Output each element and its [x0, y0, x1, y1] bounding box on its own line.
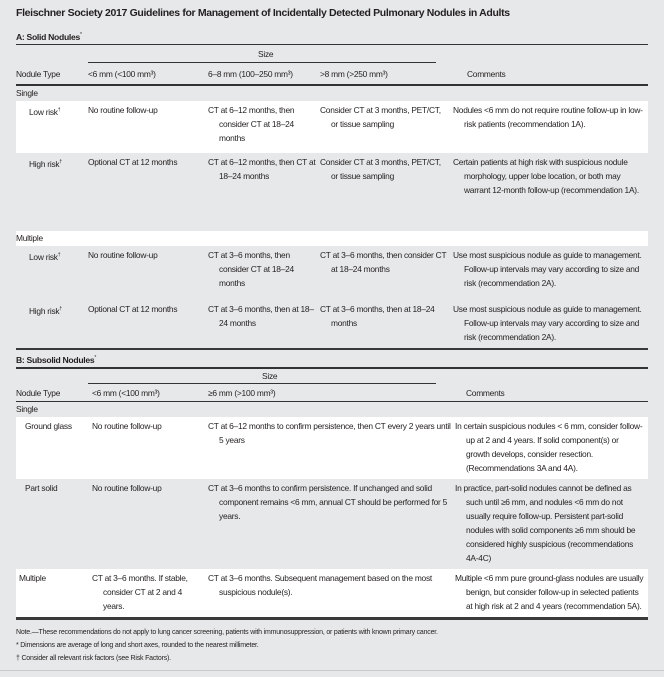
footnote-dimensions: * Dimensions are average of long and short axes, rounded to the nearest millimeter.: [16, 641, 259, 649]
note: Note.—These recommendations do not apply to lung cancer screening, patients with immunosuppression, or patients with known primary cancer.: [16, 628, 438, 636]
col-header-comments: Comments: [467, 69, 506, 80]
section-b-heading: B: Subsolid Nodules*: [16, 355, 96, 366]
cell-small: Optional CT at 12 months: [88, 156, 178, 167]
nodule-type: Part solid: [25, 483, 58, 494]
nodule-type: Low risk†: [29, 251, 61, 262]
cell-large: CT at 3–6 months. Subsequent management based on the most suspicious nodule(s).: [208, 573, 432, 598]
header-row: [16, 64, 648, 84]
cell-small: No routine follow-up: [88, 104, 158, 115]
cell-comments: In certain suspicious nodules < 6 mm, consider follow-up at 2 and 4 years. If solid component(s) or growth develops, consider resection. (Recommendations 3A and 4A).: [455, 421, 643, 474]
table-row: [16, 479, 648, 569]
cell-small: No routine follow-up: [88, 249, 158, 260]
cell-large: CT at 3–6 months to confirm persistence. If unchanged and solid component remains <6 mm, annual CT should be performed for 5 years.: [208, 483, 448, 522]
footnote-risk: † Consider all relevant risk factors (see Risk Factors).: [16, 654, 171, 662]
cell-large: CT at 3–6 months, then consider CT at 18–24 months: [320, 249, 447, 274]
divider: [88, 62, 436, 63]
cell-small: No routine follow-up: [92, 483, 162, 494]
col-header-small: <6 mm (<100 mm³): [92, 387, 160, 398]
cell-medium: CT at 6–12 months, then consider CT at 18–24 months: [208, 104, 295, 143]
col-header-large: >8 mm (>250 mm³): [320, 69, 388, 80]
col-header-type: Nodule Type: [16, 69, 61, 80]
col-header-small: <6 mm (<100 mm³): [88, 69, 156, 80]
header-row: [16, 385, 648, 401]
cell-comments: Multiple <6 mm pure ground-glass nodules are usually benign, but consider follow-up in selected patients at high risk at 2 and 4 years (recommendation 5A).: [455, 573, 644, 612]
cell-large: CT at 3–6 months, then at 18–24 months: [320, 303, 435, 328]
nodule-type: High risk†: [29, 305, 62, 316]
divider: [0, 670, 664, 671]
cell-medium: CT at 6–12 months, then CT at 18–24 months: [208, 156, 316, 181]
nodule-type: Low risk†: [29, 106, 61, 117]
cell-comments: Certain patients at high risk with suspicious nodule morphology, upper lobe location, or both may warrant 12-month follow-up (recommendation 1A).: [453, 156, 639, 195]
divider: [88, 383, 436, 384]
table-row: [16, 153, 648, 231]
nodule-type: High risk†: [29, 158, 62, 169]
col-header-type: Nodule Type: [16, 387, 61, 398]
cell-comments: In practice, part-solid nodules cannot be defined as such until ≥6 mm, and nodules <6 mm do not usually require follow-up. Persistent part-solid nodules with solid components ≥6 mm should be considered highly suspicious (recommendations 4A-4C): [455, 483, 636, 564]
group-single: Single: [16, 404, 38, 415]
cell-large: Consider CT at 3 months, PET/CT, or tissue sampling: [320, 104, 441, 129]
cell-comments: Use most suspicious nodule as guide to management. Follow-up intervals may vary according to size and risk (recommendation 2A).: [453, 303, 642, 342]
cell-small: No routine follow-up: [92, 421, 162, 432]
col-header-large: ≥6 mm (>100 mm³): [208, 387, 276, 398]
cell-small: Optional CT at 12 months: [88, 303, 178, 314]
table-row: [16, 569, 648, 617]
cell-small: CT at 3–6 months. If stable, consider CT at 2 and 4 years.: [92, 573, 188, 612]
col-header-medium: 6–8 mm (100–250 mm³): [208, 69, 293, 80]
table-row: [16, 246, 648, 300]
table-row: [16, 417, 648, 479]
table-row: [16, 300, 648, 348]
nodule-type: Multiple: [19, 573, 46, 584]
table-title: Fleischner Society 2017 Guidelines for Management of Incidentally Detected Pulmonary Nodules in Adults: [16, 7, 510, 19]
size-header: Size: [262, 370, 278, 381]
cell-medium: CT at 3–6 months, then consider CT at 18–24 months: [208, 249, 294, 288]
cell-medium: CT at 3–6 months, then at 18–24 months: [208, 303, 314, 328]
cell-comments: Nodules <6 mm do not require routine follow-up in low-risk patients (recommendation 1A).: [453, 104, 643, 129]
cell-large: CT at 6–12 months to confirm persistence, then CT every 2 years until 5 years: [208, 421, 451, 446]
size-header-row: [16, 369, 648, 385]
size-header-row: [16, 45, 648, 64]
cell-comments: Use most suspicious nodule as guide to management. Follow-up intervals may vary according to size and risk (recommendation 2A).: [453, 249, 642, 288]
table-row: [16, 101, 648, 153]
nodule-type: Ground glass: [25, 421, 72, 432]
cell-large: Consider CT at 3 months, PET/CT, or tissue sampling: [320, 156, 441, 181]
col-header-comments: Comments: [466, 387, 505, 398]
size-header: Size: [258, 49, 274, 60]
group-multiple: Multiple: [16, 231, 648, 246]
section-a-heading: A: Solid Nodules*: [16, 31, 82, 42]
group-single: Single: [16, 87, 38, 98]
